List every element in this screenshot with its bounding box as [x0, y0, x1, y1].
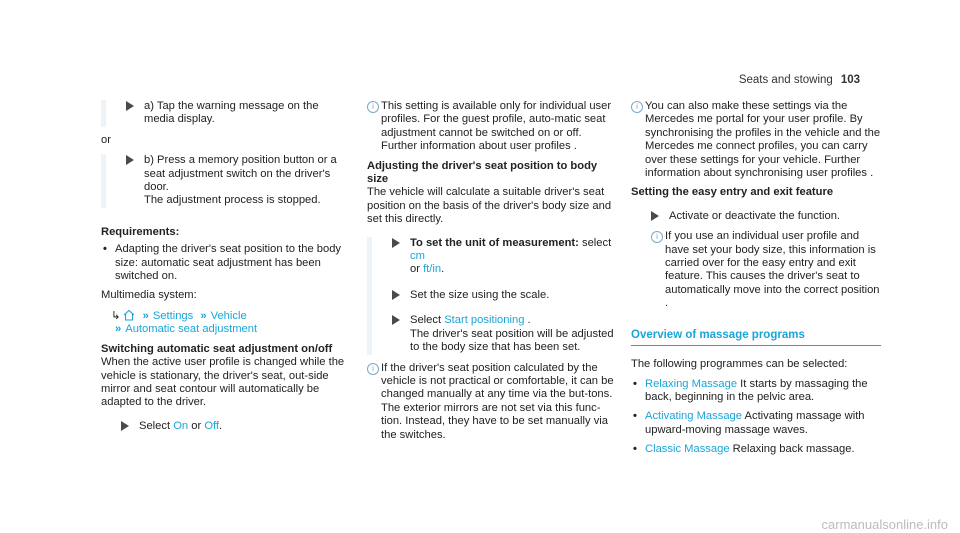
home-icon: [123, 309, 135, 321]
relaxing-massage-link[interactable]: Relaxing Massage: [645, 377, 738, 390]
step-b: b) Press a memory position button or a seat adjustment switch on the driver's door. The adjustment process is stopped.: [106, 154, 349, 208]
scale-step: Set the size using the scale.: [372, 289, 615, 302]
step-arrow-icon: [126, 101, 134, 115]
switching-text: When the active user profile is changed while the vehicle is stationary, the driver's seat, out-side mirror and seat contour will automatically be adapted to the driver.: [101, 356, 345, 409]
note-profiles: i This setting is available only for individual user profiles. For the guest profile, auto-matic seat adjustment cannot be switched on or off. Further information about user profiles .: [367, 100, 615, 154]
page-header: [739, 74, 860, 87]
step-box: [101, 154, 349, 208]
menu-path: [101, 309, 349, 337]
requirements-title: Requirements:: [101, 225, 180, 238]
or-label: or: [101, 133, 111, 146]
start-positioning-step: Select Start positioning . The driver's seat position will be adjusted to the body size that has been set.: [372, 314, 615, 354]
menu-settings[interactable]: Settings: [152, 309, 194, 322]
column-2: [367, 100, 615, 448]
requirement-item: • Adapting the driver's seat position to the body size: automatic seat adjustment has been switched on.: [103, 243, 342, 283]
note-manual: i If the driver's seat position calculated by the vehicle is not practical or comfortable, it can be changed manually at any time via the but-tons. The exterior mirrors are not set via this func-tion. Instead, they have to be set manually via the switches.: [367, 362, 615, 442]
adjusting-title: Adjusting the driver's seat position to body size: [367, 159, 598, 186]
adjusting-text: The vehicle will calculate a suitable driver's seat position on the basis of the driver's body size and set this directly.: [367, 186, 612, 226]
column-1: [101, 100, 349, 440]
select-step: Select On or Off.: [101, 420, 349, 433]
option-off[interactable]: Off: [204, 419, 220, 432]
chevron-right-icon: »: [142, 309, 149, 322]
chevron-right-icon: »: [115, 323, 122, 336]
option-on[interactable]: On: [173, 419, 189, 432]
step-arrow-icon: [392, 238, 400, 252]
activating-massage-link[interactable]: Activating Massage: [645, 410, 743, 423]
unit-step: To set the unit of measurement: select cm or ft/in.: [372, 237, 615, 277]
step-arrow-icon: [392, 315, 400, 329]
option-ft-in[interactable]: ft/in: [423, 263, 442, 276]
info-icon: i: [367, 363, 379, 375]
step-arrow-icon: [126, 155, 134, 169]
step-box: [367, 237, 615, 355]
note-body-size: i If you use an individual user profile and have set your body size, this information is carried over for the easy entry and exit feature. This causes the driver's seat to automatically move into the correct position .: [631, 230, 881, 310]
return-arrow-icon: ↳: [111, 309, 121, 322]
watermark: carmanualsonline.info: [821, 516, 948, 532]
list-item: • Activating Massage Activating massage with upward-moving massage waves.: [633, 410, 865, 436]
step-arrow-icon: [392, 290, 400, 304]
menu-automatic-seat-adjustment[interactable]: Automatic seat adjustment: [125, 323, 258, 336]
massage-intro: The following programmes can be selected:: [631, 358, 848, 371]
note-mercedes-me: i You can also make these settings via the Mercedes me portal for your user profile. By synchronising the profiles in the vehicle and the Mercedes me connect profiles, you can carry over these settings for your vehicle. Further information about synchronising user profiles .: [631, 100, 881, 180]
menu-vehicle[interactable]: Vehicle: [210, 309, 247, 322]
list-item: • Classic Massage Relaxing back massage.: [633, 443, 855, 456]
easy-entry-step: Activate or deactivate the function.: [631, 210, 881, 223]
classic-massage-link[interactable]: Classic Massage: [645, 443, 730, 456]
start-positioning-link[interactable]: Start positioning: [444, 314, 525, 327]
page-number: 103: [840, 74, 860, 86]
info-icon: i: [367, 101, 379, 113]
info-icon: i: [631, 101, 643, 113]
switching-title: Switching automatic seat adjustment on/off: [101, 342, 333, 355]
section-title: Seats and stowing: [738, 74, 833, 86]
easy-entry-title: Setting the easy entry and exit feature: [631, 186, 834, 199]
multimedia-label: Multimedia system:: [101, 289, 197, 302]
step-a: a) Tap the warning message on the media display.: [106, 100, 349, 127]
massage-section-title: Overview of massage programs: [631, 329, 881, 346]
chevron-right-icon: »: [200, 309, 207, 322]
list-item: • Relaxing Massage It starts by massaging the back, beginning in the pelvic area.: [633, 377, 868, 403]
step-box: [101, 100, 349, 127]
step-arrow-icon: [651, 211, 659, 225]
step-arrow-icon: [121, 421, 129, 435]
column-3: [631, 100, 881, 463]
info-icon: i: [651, 231, 663, 243]
option-cm[interactable]: cm: [410, 250, 425, 263]
